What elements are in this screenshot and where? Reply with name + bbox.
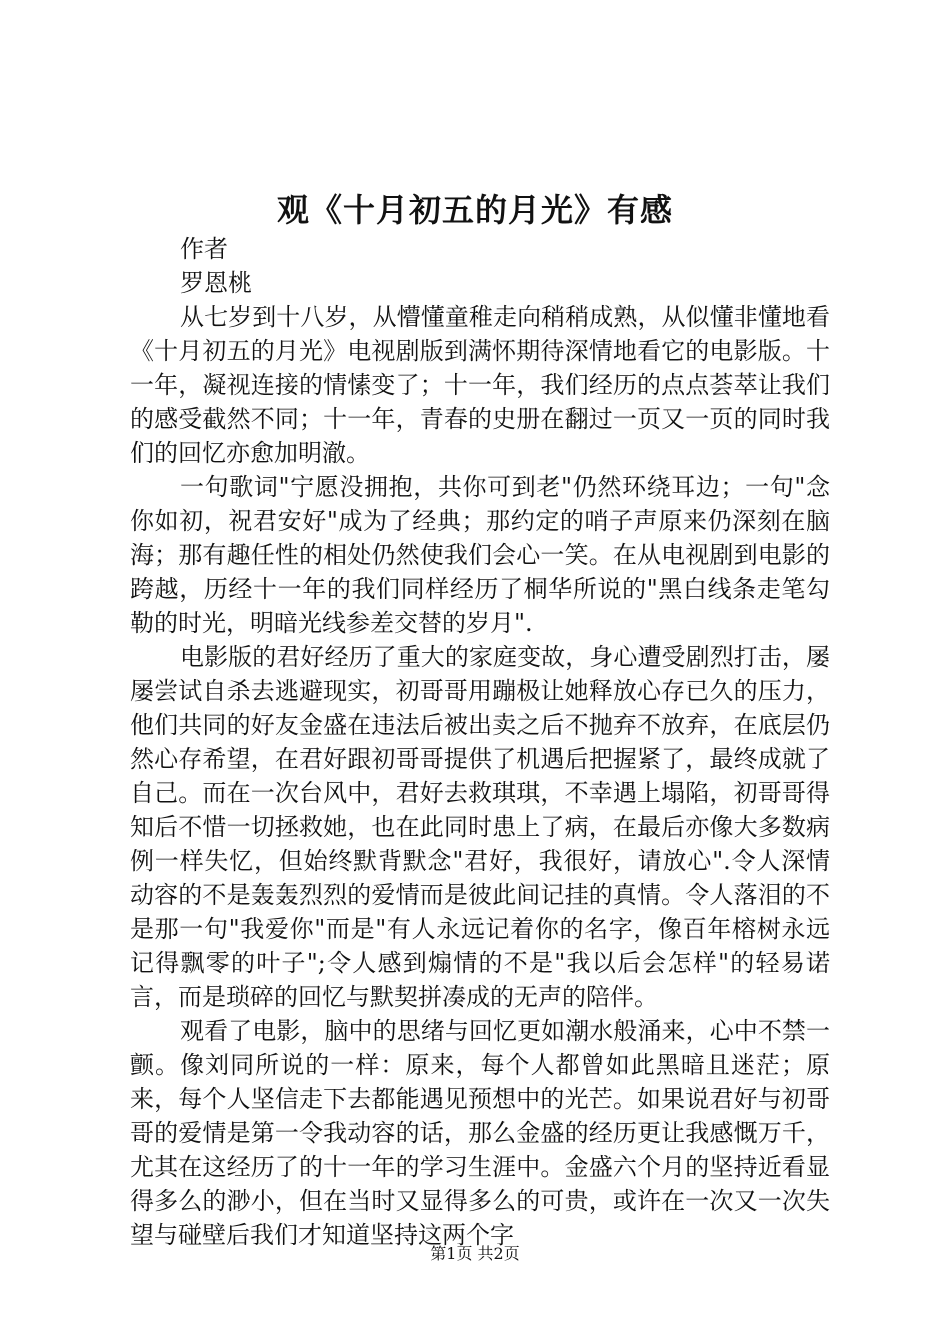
document-body [130,232,830,1252]
author-name: 罗恩桃 [180,269,252,297]
paragraph-3: 电影版的君好经历了重大的家庭变故，身心遭受剧烈打击，屡屡尝试自杀去逃避现实，初哥哥用蹦极让她释放心存已久的压力，他们共同的好友金盛在违法后被出卖之后不抛弃不放弃，在底层仍然心存希望，在君好跟初哥哥提供了机遇后把握紧了，最终成就了自己。而在一次台风中，君好去救琪琪，不幸遇上塌陷，初哥哥得知后不惜一切拯救她，也在此同时患上了病，在最后亦像大多数病例一样失忆，但始终默背默念"君好，我很好，请放心".令人深情动容的不是轰轰烈烈的爱情而是彼此间记挂的真情。令人落泪的不是那一句"我爱你"而是"有人永远记着你的名字，像百年榕树永远记得飘零的叶子";令人感到煽情的不是"我以后会怎样"的轻易诺言，而是琐碎的回忆与默契拼凑成的无声的陪伴。 [130,643,830,1011]
paragraph-4: 观看了电影，脑中的思绪与回忆更如潮水般涌来，心中不禁一颤。像刘同所说的一样：原来，每个人都曾如此黑暗且迷茫；原来，每个人坚信走下去都能遇见预想中的光芒。如果说君好与初哥哥的爱情是第一令我动容的话，那么金盛的经历更让我感慨万千，尤其在这经历了的十一年的学习生涯中。金盛六个月的坚持近看显得多么的渺小，但在当时又显得多么的可贵，或许在一次又一次失望与碰壁后我们才知道坚持这两个字 [130,1017,830,1249]
author-label: 作者 [180,235,228,263]
page-title: 观《十月初五的月光》有感 [276,191,673,229]
page-footer: 第1页 共2页 [430,1244,520,1263]
paragraph-2: 一句歌词"宁愿没拥抱，共你可到老"仍然环绕耳边；一句"念你如初，祝君安好"成为了经典；那约定的哨子声原来仍深刻在脑海；那有趣任性的相处仍然使我们会心一笑。在从电视剧到电影的跨越，历经十一年的我们同样经历了桐华所说的"黑白线条走笔勾勒的时光，明暗光线参差交替的岁月". [130,473,830,637]
paragraph-1: 从七岁到十八岁，从懵懂童稚走向稍稍成熟，从似懂非懂地看《十月初五的月光》电视剧版到满怀期待深情地看它的电影版。十一年，凝视连接的情愫变了；十一年，我们经历的点点荟萃让我们的感受截然不同；十一年，青春的史册在翻过一页又一页的同时我们的回忆亦愈加明澈。 [130,303,830,467]
